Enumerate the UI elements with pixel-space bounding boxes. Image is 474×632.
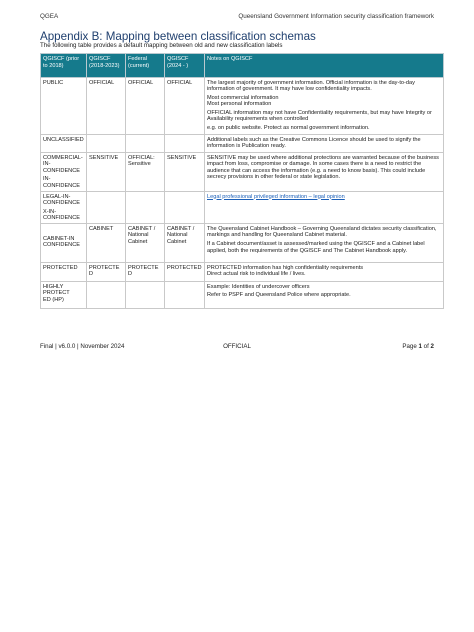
cell-text: HIGHLY PROTECTED (HP) — [43, 283, 70, 304]
intro-text: The following table provides a default mapping between old and new classification labels — [40, 42, 283, 49]
header-left: QGEA — [40, 13, 59, 20]
cell-notes — [205, 78, 444, 135]
cell-federal-label: CABINET / National Cabinet — [126, 224, 165, 263]
cell-old-label — [41, 78, 87, 135]
notes-text: Additional labels such as the Creative Commons Licence should be used to signify the information is Publication ready. — [207, 136, 421, 150]
column-header: Notes on QGISCF — [205, 54, 444, 78]
cell-old-label — [41, 192, 87, 224]
notes-text: PROTECTED information has high confidentiality requirements Direct actual risk to individual life / lives. — [207, 264, 364, 278]
cell-2018-label: CABINET — [87, 224, 126, 263]
cell-old-label — [41, 135, 87, 153]
cell-2018-label — [87, 282, 126, 309]
cell-federal-label: PROTECTED — [126, 263, 165, 282]
table-row — [41, 153, 444, 192]
cell-2018-label: PROTECTED — [87, 263, 126, 282]
cell-notes — [205, 224, 444, 263]
cell-2024-label: OFFICIAL — [165, 78, 205, 135]
cell-old-label — [41, 282, 87, 309]
notes-text: Example: Identities of undercover officers — [207, 283, 310, 290]
column-header: QGISCF (2024 - ) — [165, 54, 205, 78]
cell-text: X-IN-CONFIDENCE — [43, 208, 80, 222]
cell-2018-label: OFFICIAL — [87, 78, 126, 135]
cell-notes — [205, 263, 444, 282]
cell-federal-label — [126, 192, 165, 224]
footer-classification: OFFICIAL — [223, 343, 251, 350]
cell-text: LEGAL-IN-CONFIDENCE — [43, 193, 80, 207]
cell-text: PUBLIC — [43, 79, 64, 86]
cell-2024-label: CABINET / National Cabinet — [165, 224, 205, 263]
table-row — [41, 192, 444, 224]
cell-2024-label: PROTECTED — [165, 263, 205, 282]
page-current: 1 — [418, 343, 422, 350]
cell-2024-label — [165, 282, 205, 309]
cell-2018-label — [87, 135, 126, 153]
page-of: of — [421, 343, 431, 350]
footer-version: Final | v6.0.0 | November 2024 — [40, 343, 125, 350]
cell-2024-label — [165, 192, 205, 224]
page-title: Appendix B: Mapping between classification schemas — [40, 30, 316, 43]
footer-page-number — [402, 343, 434, 350]
cell-2024-label — [165, 135, 205, 153]
cell-2018-label: SENSITIVE — [87, 153, 126, 192]
mapping-table — [40, 53, 444, 309]
cell-notes — [205, 135, 444, 153]
notes-text: The largest majority of government information. Official information is the day-to-day information of government. It may have low confidentiality impacts. — [207, 79, 415, 93]
cell-text: PROTECTED — [43, 264, 78, 271]
legal-opinion-link[interactable]: Legal professional privileged information – legal opinion — [207, 193, 345, 200]
cell-federal-label: OFFICIAL — [126, 78, 165, 135]
column-header: QGISCF (2018-2023) — [87, 54, 126, 78]
cell-notes — [205, 282, 444, 309]
cell-old-label — [41, 153, 87, 192]
notes-text: OFFICIAL information may not have Confidentiality requirements, but may have Integrity or Availability requirements when controlled — [207, 109, 432, 123]
cell-federal-label — [126, 282, 165, 309]
notes-text: If a Cabinet document/asset is assessed/marked using the QGISCF and a Cabinet label applied, both the requirements of the QGISCF and The Cabinet Handbook apply. — [207, 241, 425, 254]
cell-2024-label: SENSITIVE — [165, 153, 205, 192]
cell-text: COMMERCIAL-IN-CONFIDENCE — [43, 154, 83, 174]
table-row — [41, 282, 444, 309]
cell-2018-label — [87, 192, 126, 224]
page-total: 2 — [430, 343, 434, 350]
table-row — [41, 224, 444, 263]
cell-notes — [205, 153, 444, 192]
table-row — [41, 78, 444, 135]
header-right: Queensland Government Information security classification framework — [238, 13, 434, 20]
cell-text: IN-CONFIDENCE — [43, 176, 80, 189]
notes-text: Most commercial information Most personal information — [207, 94, 279, 108]
notes-text: Refer to PSPF and Queensland Police where appropriate. — [207, 292, 351, 299]
cell-federal-label — [126, 135, 165, 153]
table-row — [41, 263, 444, 282]
notes-text: The Queensland Cabinet Handbook – Governing Queensland dictates security classification, markings and handling for Queensland Cabinet material. — [207, 225, 437, 239]
notes-text: SENSITIVE may be used where additional protections are warranted because of the business impact from loss, compromise or damage. In some cases there is a need to restrict the audience that can access the information (e.g. a need to know basis). This could include secrecy provisions in other federal or state legislation. — [207, 154, 439, 181]
table-row — [41, 135, 444, 153]
cell-notes — [205, 192, 444, 224]
cell-text: CABINET-IN CONFIDENCE — [43, 235, 80, 249]
cell-old-label — [41, 224, 87, 263]
column-header: QGISCF (prior to 2018) — [41, 54, 87, 78]
page-label: Page — [402, 343, 419, 350]
table-header-row — [41, 54, 444, 78]
notes-text: e.g. on public website. Protect as normal government information. — [207, 125, 370, 132]
column-header: Federal (current) — [126, 54, 165, 78]
cell-text: UNCLASSIFIED — [43, 136, 84, 143]
cell-federal-label: OFFICIAL: Sensitive — [126, 153, 165, 192]
cell-old-label — [41, 263, 87, 282]
